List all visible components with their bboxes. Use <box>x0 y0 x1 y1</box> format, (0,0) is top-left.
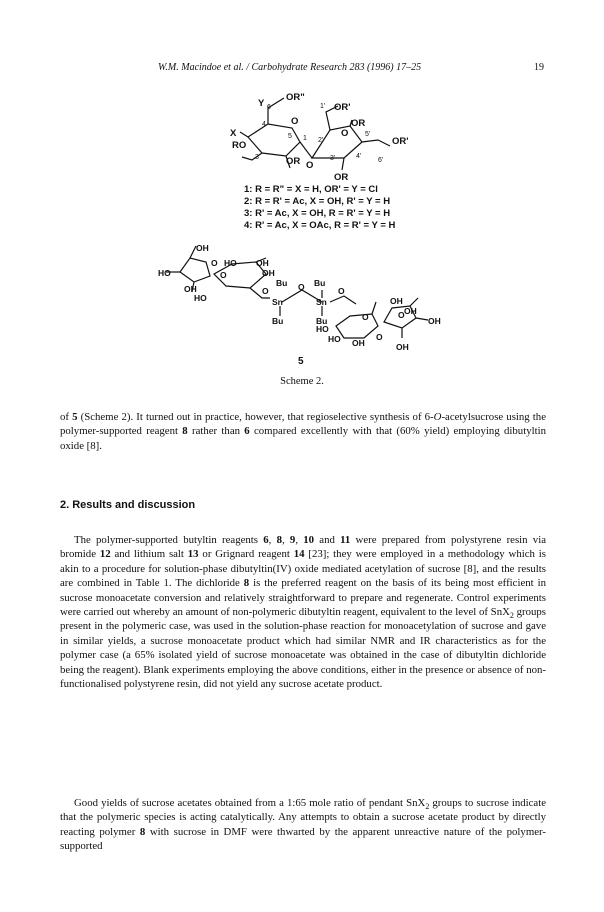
c3-ro-bond <box>242 153 262 160</box>
label-5: 5 <box>288 133 292 140</box>
right-o-sn-bond <box>330 296 356 304</box>
label-5-O-b: O <box>220 270 227 280</box>
label-5-OH2: OH <box>184 284 197 294</box>
label-OR-prime-6: OR' <box>392 136 409 147</box>
label-4: 4 <box>262 121 266 128</box>
label-5p: 5' <box>365 131 371 138</box>
left-fructose-ring <box>180 258 210 282</box>
label-6p: 6' <box>378 157 384 164</box>
paragraph-intro <box>60 410 546 453</box>
text-run: -acetylsucrose using the polymer-supported reagent <box>60 411 546 438</box>
label-5-Sn1: Sn <box>272 297 283 307</box>
label-5-O-d: O <box>298 282 305 292</box>
bold-ref: 9 <box>289 534 296 546</box>
text-run: (Scheme 2). It turned out in practice, however, that regioselective synthesis of 6- <box>77 411 434 423</box>
label-5-OH3: OH <box>256 258 269 268</box>
c6-arm <box>268 98 284 124</box>
label-5-OH6: OH <box>404 306 417 316</box>
text-run: [23]; they were employed in a methodology which is akin to a procedure for solution-phase dibutyltin(IV) oxide mediated acetylation of sucrose [8], and the results are combined in Table 1. The dichloride <box>60 548 546 590</box>
right-glucose-ch2-bond <box>372 302 376 314</box>
label-5-OH7: OH <box>428 316 441 326</box>
label-5-HO3: HO <box>224 258 237 268</box>
label-1p: 1' <box>320 103 326 110</box>
text-run: compared excellently with that (60% yield) employing dibutyltin oxide [8]. <box>60 425 546 452</box>
bold-ref: 8 <box>182 425 188 438</box>
label-1: 1 <box>303 135 307 142</box>
label-X: X <box>230 128 237 139</box>
paragraph-yields <box>60 796 546 854</box>
label-OR-double: OR" <box>286 92 305 103</box>
sucrose-structure-top <box>230 92 409 231</box>
label-3p: 3' <box>330 155 336 162</box>
label-5-Bu1: Bu <box>276 278 288 288</box>
bold-ref: 5 <box>72 411 78 423</box>
text-run: or Grignard reagent <box>198 548 294 561</box>
scheme-caption: Scheme 2. <box>280 376 324 387</box>
section-heading: 2. Results and discussion <box>60 499 196 511</box>
text-run: groups to sucrose indicate that the polymeric species is acting catalytically. Any attempts to obtain a sucrose acetate product by directly reacting polymer <box>60 797 547 838</box>
scheme-2-structures <box>0 84 604 374</box>
glycosidic-bond-1 <box>300 142 312 158</box>
bold-ref: 10 <box>303 534 315 546</box>
bold-ref: 12 <box>99 548 111 561</box>
bold-ref: 6 <box>263 534 269 546</box>
bold-ref: 8 <box>139 825 146 838</box>
label-5-Bu4: Bu <box>316 316 328 326</box>
label-RO: RO <box>232 140 247 151</box>
text-run: groups present in the polymeric case, was used in the solution-phase reaction for monoacetylation of sucrose and gave in similar yields, a sucrose monoacetate product which had similar NMR and IR characteristics as for the polymer case (a 65% isolated yield of sucrose monoacetate was obtained in the case of dibutyltin dichloride being the reagent). Blank experiments employing the above conditions, either in the presence or absence of non-functionalised polystyrene resin, did not yield any sucrose acetate product. <box>60 606 546 691</box>
compound-1-definition: 1: R = R" = X = H, OR' = Y = Cl <box>244 184 378 195</box>
label-5-HO5: HO <box>328 334 341 344</box>
label-3: 3 <box>255 154 259 161</box>
label-5-HO4: HO <box>316 324 329 334</box>
label-5-O-e: O <box>338 286 345 296</box>
label-6: 6 <box>267 104 271 111</box>
label-5-O-g: O <box>376 332 383 342</box>
bold-ref: 8 <box>276 534 282 546</box>
label-5-HO2: HO <box>194 293 207 303</box>
compound-4-definition: 4: R' = Ac, X = OAc, R = R' = Y = H <box>244 220 396 231</box>
c6p-arm <box>362 140 390 146</box>
bold-ref: 13 <box>187 548 199 561</box>
text-run: , <box>295 534 304 546</box>
label-OR-c2: OR <box>286 156 301 167</box>
text-run: , <box>281 534 290 546</box>
text-run: , <box>268 534 277 546</box>
running-header <box>60 62 544 78</box>
text-run: of <box>60 411 73 423</box>
paragraph-results <box>60 533 546 691</box>
bold-ref: 8 <box>243 577 250 590</box>
label-5-O-c: O <box>262 286 269 296</box>
label-5-Bu3: Bu <box>272 316 284 326</box>
text-run: and <box>314 534 341 546</box>
glucose-ring <box>248 124 300 156</box>
subscript: 2 <box>509 611 514 621</box>
label-5-OH9: OH <box>396 342 409 352</box>
label-O-glycosidic: O <box>306 160 314 171</box>
compound-2-definition: 2: R = R' = Ac, X = OH, R' = Y = H <box>244 196 391 207</box>
compound-3-definition: 3: R' = Ac, X = OH, R = R' = Y = H <box>244 208 391 219</box>
compound-5-number: 5 <box>298 356 304 367</box>
label-OR-prime-1: OR' <box>334 102 351 113</box>
label-5-O-h: O <box>398 310 405 320</box>
label-O-ring1: O <box>291 116 299 127</box>
label-5-OH5: OH <box>390 296 403 306</box>
text-run: with sucrose in DMF were thwarted by the apparent unreactive nature of the polymer-supported <box>60 825 546 853</box>
c3p-or-bond <box>342 158 344 170</box>
label-5-Sn2: Sn <box>316 297 327 307</box>
subscript: 2 <box>425 802 430 812</box>
label-OR-fructose: OR <box>351 118 366 129</box>
right-fructose-oh-top <box>410 298 418 306</box>
running-head: W.M. Macindoe et al. / Carbohydrate Research 283 (1996) 17–25 <box>158 62 422 73</box>
label-4p: 4' <box>356 153 362 160</box>
c4-x-bond <box>240 132 248 137</box>
label-2p: 2' <box>318 137 324 144</box>
text-run: is the preferred reagent on the basis of its being most efficient in sucrose monoacetate conversion and relatively straightforward to prepare and regenerate. Control experiments were carried out whereby an amount of non-polymeric dibutyltin reagent, equivalent to the level of SnX <box>60 577 546 619</box>
label-Y: Y <box>258 98 265 109</box>
text-run: and lithium salt <box>110 548 188 561</box>
compound-5-structure <box>158 243 441 367</box>
label-O-ring2: O <box>341 128 349 139</box>
text-run: Good yields of sucrose acetates obtained from a 1:65 mole ratio of pendant SnX <box>74 797 426 809</box>
text-run: The polymer-supported butyltin reagents <box>74 534 264 546</box>
right-fructose-oh-right <box>416 318 428 320</box>
page-number: 19 <box>534 62 544 73</box>
label-5-O-f: O <box>362 312 369 322</box>
text-run: O <box>433 411 442 423</box>
label-5-Bu2: Bu <box>314 278 326 288</box>
right-glucose-ring <box>336 314 378 338</box>
bold-ref: 11 <box>340 534 351 546</box>
label-5-HO1: HO <box>158 268 171 278</box>
label-5-OH8: OH <box>352 338 365 348</box>
bold-ref: 6 <box>244 425 250 438</box>
label-OR-c3p: OR <box>334 172 349 183</box>
text-run: rather than <box>187 425 245 438</box>
label-5-OH4: OH <box>262 268 275 278</box>
label-5-OH1: OH <box>196 243 209 253</box>
bold-ref: 14 <box>293 548 305 561</box>
text-run: were prepared from polystyrene resin via bromide <box>60 534 546 561</box>
label-5-O-a: O <box>211 258 218 268</box>
